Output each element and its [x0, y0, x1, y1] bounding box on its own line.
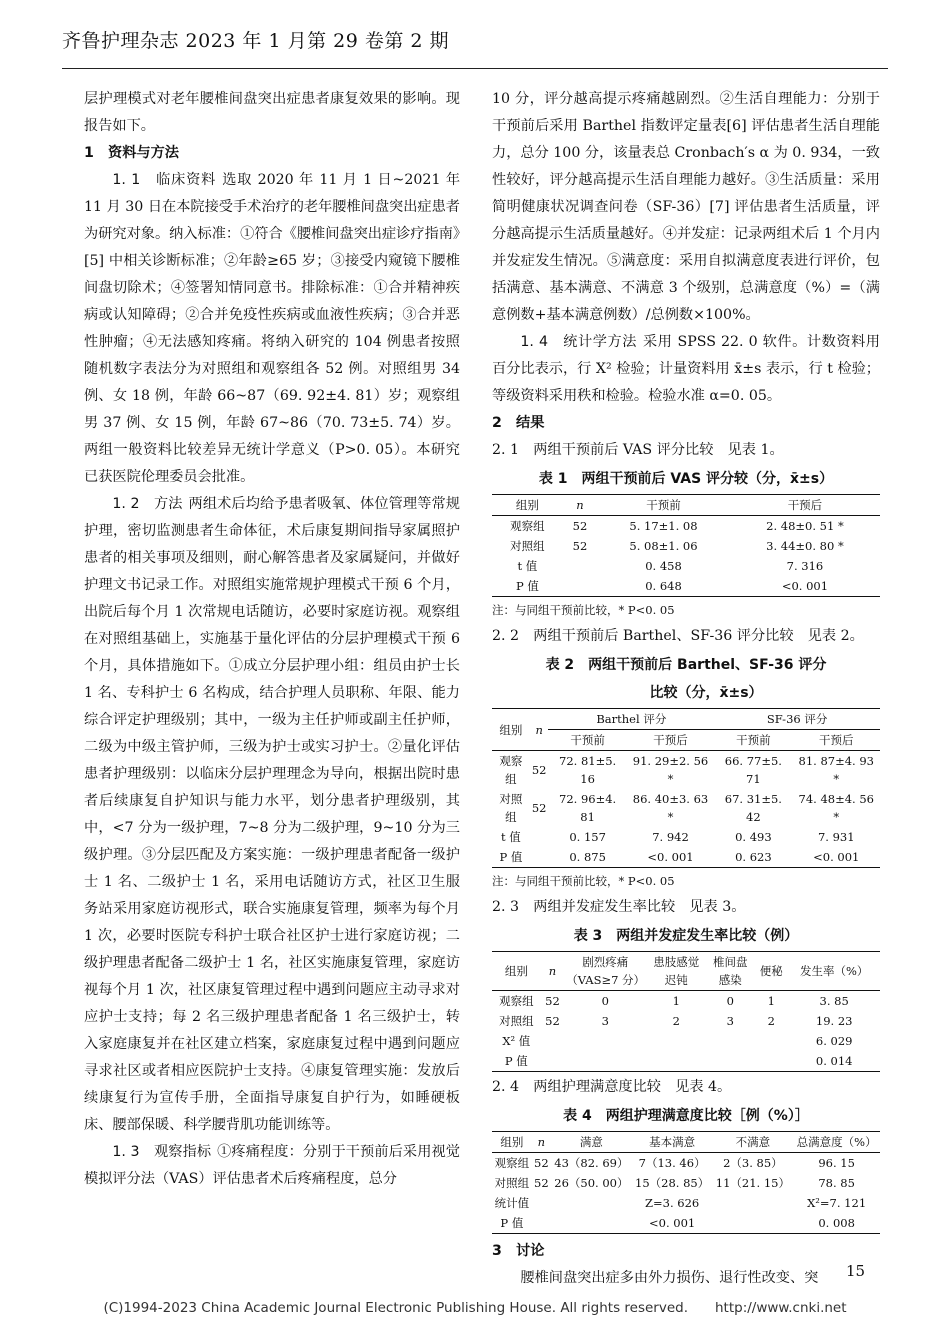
table-3-header: 便秘	[754, 952, 788, 991]
section-2-4: 2. 4 两组护理满意度比较 见表 4。	[492, 1079, 732, 1095]
discussion-paragraph: 腰椎间盘突出症多由外力损伤、退行性改变、突	[520, 1270, 819, 1286]
table-cell: 0. 458	[645, 559, 682, 573]
table-1-note: 注：与同组干预前比较，* P<0. 05	[492, 603, 675, 617]
table-cell: 3	[726, 1014, 734, 1028]
table-cell: 91. 29±2. 56 *	[632, 754, 709, 786]
table-2-subheader: 干预前	[714, 730, 792, 751]
table-row	[492, 847, 880, 868]
table-cell: 0. 875	[548, 847, 626, 868]
table-cell: 81. 87±4. 93 *	[798, 754, 874, 786]
table-4-header: 满意	[551, 1132, 632, 1153]
table-cell: 0. 014	[788, 1051, 880, 1072]
section-1-3-text: ①疼痛程度：分别于干预前后采用视觉模拟评分法（VAS）评估患者术后疼痛程度，总分	[84, 1144, 460, 1187]
table-4-title: 表 4 两组护理满意度比较［例（%）］	[563, 1108, 809, 1124]
section-1-1-text: 选取 2020 年 11 月 1 日~2021 年 11 月 30 日在本院接受手术治疗的老年腰椎间盘突出症患者为研究对象。纳入标准：①符合《腰椎间盘突出症诊疗指南》[5] 中相关诊断标准；②年龄≥65 岁；③接受内窥镜下腰椎间盘切除术；④签署知情同意书。排除标准：①合并精神疾病或认知障碍；②合并免疫性疾病或血液性疾病；③合并恶性肿瘤；④无法感知疼痛。将纳入研究的 104 例患者按照随机数字表法分为对照组和观察组各 52 例。对照组男 34 例、女 18 例，年龄 66~87（69. 92±4. 81）岁；观察组男 37 例、女 15 例，年龄 67~86（70. 73±5. 74）岁。两组一般资料比较差异无统计学意义（P>0. 05）。本研究已获医院伦理委员会批准。	[84, 172, 461, 485]
table-row	[492, 751, 880, 790]
table-row	[492, 1213, 880, 1234]
header-rule	[62, 68, 888, 69]
table-1-header: 组别	[492, 495, 563, 516]
section-2-heading: 2 结果	[492, 415, 545, 431]
table-cell: 3. 44±0. 80 *	[766, 539, 844, 553]
table-cell: 0	[601, 994, 609, 1008]
table-cell	[754, 1051, 788, 1072]
table-row	[492, 536, 880, 556]
section-2-2: 2. 2 两组干预前后 Barthel、SF-36 评分比较 见表 2。	[492, 628, 864, 644]
table-row	[492, 1173, 880, 1193]
table-3-header: n	[541, 952, 565, 991]
table-cell: 对照组	[494, 1176, 530, 1190]
table-cell: 0	[726, 994, 734, 1008]
table-row	[492, 1051, 880, 1072]
table-cell: 0. 648	[597, 576, 730, 597]
table-cell: <0. 001	[793, 847, 880, 868]
section-1-3	[84, 1139, 460, 1193]
table-cell: 0. 008	[793, 1213, 880, 1234]
table-cell: 52	[531, 763, 547, 777]
right-column	[492, 86, 880, 1292]
copyright-footer: (C)1994-2023 China Academic Journal Electronic Publishing House. All rights reserved. http://www.cnki.net	[103, 1300, 847, 1316]
table-cell: 5. 08±1. 06	[629, 539, 698, 553]
table-cell: 15（28. 85）	[635, 1176, 710, 1190]
table-cell: <0. 001	[730, 576, 880, 597]
table-cell: 观察组	[499, 994, 534, 1008]
table-cell: 2. 48±0. 51 *	[766, 519, 844, 533]
section-1-1-label: 1. 1 临床资料	[112, 172, 217, 188]
section-1-3-label: 1. 3 观察指标	[112, 1144, 212, 1160]
table-row	[492, 516, 880, 537]
table-cell: P 值	[492, 847, 530, 868]
table-cell: 7. 316	[786, 559, 824, 573]
table-cell: 52	[531, 801, 547, 815]
table-cell: 6. 029	[815, 1034, 853, 1048]
table-3-header: 发生率（%）	[788, 952, 880, 991]
table-2-span-header: Barthel 评分	[548, 709, 714, 730]
table-cell	[646, 1051, 706, 1072]
section-1-2-label: 1. 2 方法	[112, 496, 183, 512]
table-cell	[564, 1051, 646, 1072]
table-3	[492, 951, 880, 1072]
table-2-header: n	[530, 709, 549, 751]
table-2-title-line-2: 比较（分，x̄±s）	[649, 685, 763, 701]
table-1	[492, 494, 880, 597]
table-1-header: 干预前	[597, 495, 730, 516]
table-cell: t 值	[517, 559, 538, 573]
table-1-title: 表 1 两组干预前后 VAS 评分较（分，x̄±s）	[538, 471, 834, 487]
table-cell: 72. 96±4. 81	[559, 792, 617, 824]
table-cell	[563, 576, 597, 597]
table-row	[492, 1193, 880, 1213]
section-1-4-label: 1. 4 统计学方法	[520, 334, 637, 350]
table-cell: 52	[572, 539, 588, 553]
table-row	[492, 1153, 880, 1174]
table-cell	[532, 1193, 551, 1213]
table-cell	[754, 1031, 788, 1051]
table-cell: 52	[534, 1156, 549, 1170]
table-cell: 78. 85	[818, 1176, 855, 1190]
table-cell: 观察组	[499, 754, 523, 786]
table-2-subheader: 干预后	[793, 730, 880, 751]
table-cell: 7（13. 46）	[638, 1156, 706, 1170]
table-2-header: 组别	[492, 709, 530, 751]
table-cell: <0. 001	[627, 847, 714, 868]
table-cell: 5. 17±1. 08	[629, 519, 698, 533]
table-cell: 43（82. 69）	[554, 1156, 629, 1170]
table-4	[492, 1131, 880, 1234]
table-cell: 1	[672, 994, 680, 1008]
table-cell: 7. 942	[652, 830, 689, 844]
table-cell: 66. 77±5. 71	[724, 754, 782, 786]
table-1-header: n	[563, 495, 597, 516]
table-3-header: 组别	[492, 952, 541, 991]
table-2-span-header: SF-36 评分	[714, 709, 880, 730]
table-4-header: 总满意度（%）	[793, 1132, 880, 1153]
table-1-header: 干预后	[730, 495, 880, 516]
table-cell: 对照组	[499, 792, 523, 824]
table-cell: 7. 931	[817, 830, 855, 844]
table-cell: 52	[545, 994, 560, 1008]
section-3-heading: 3 讨论	[492, 1243, 545, 1259]
table-row	[492, 827, 880, 847]
table-3-header: 剧烈疼痛（VAS≥7 分）	[564, 952, 646, 991]
table-cell	[646, 1031, 706, 1051]
table-row	[492, 789, 880, 827]
table-2	[492, 708, 880, 868]
table-cell: P 值	[492, 1213, 532, 1234]
table-cell: Z=3. 626	[645, 1196, 700, 1210]
table-cell: 观察组	[510, 519, 545, 533]
table-cell	[706, 1031, 754, 1051]
table-row	[492, 1031, 880, 1051]
table-cell: 96. 15	[818, 1156, 855, 1170]
section-1-4	[492, 329, 880, 410]
section-1-2-text: 两组术后均给予患者吸氧、体位管理等常规护理，密切监测患者生命体征，术后康复期间指导家属照护患者的相关事项及细则，耐心解答患者及家属疑问，并做好护理文书记录工作。对照组实施常规护理模式干预 6 个月，出院后每个月 1 次常规电话随访，必要时家庭访视。观察组在对照组基础上，实施基于量化评估的分层护理模式干预 6 个月，具体措施如下。①成立分层护理小组：组员由护士长 1 名、专科护士 6 名构成，结合护理人员职称、年限、能力综合评定护理级别；其中，一级为主任护师或副主任护师，二级为中级主管护师，三级为护士或实习护士。②量化评估患者护理级别：以临床分层护理理念为导向，根据出院时患者后续康复自护知识与能力水平，划分患者护理级别，其中，<7 分为一级护理，7~8 分为二级护理，9~10 分为三级护理。③分层匹配及方案实施：一级护理患者配备一级护士 1 名、二级护士 1 名，采用电话随访方式，社区卫生服务站采用家庭访视形式，联合实施康复管理，频率为每个月 1 次，必要时医院专科护士联合社区护士进行家庭访视；二级护理患者配备二级护士 1 名，社区实施康复管理，家庭访视每个月 1 次，社区康复管理过程中遇到问题应主动寻求对应护士支持；每 2 名三级护理患者配备 1 名三级护士，转入家庭康复并在社区建立档案，家庭康复过程中遇到问题应寻求社区或者相应医院护士支持。④康复管理实施：发放后续康复行为宣传手册，全面指导康复自护行为，如睡硬板床、腰部保暖、科学腰背肌功能训练等。	[84, 496, 460, 1133]
table-cell: P 值	[492, 576, 563, 597]
table-cell: 52	[534, 1176, 549, 1190]
table-row	[492, 1011, 880, 1031]
table-cell	[532, 1213, 551, 1234]
section-2-3: 2. 3 两组并发症发生率比较 见表 3。	[492, 899, 746, 915]
table-2-subheader: 干预后	[627, 730, 714, 751]
table-cell	[564, 1031, 646, 1051]
table-cell	[530, 827, 549, 847]
table-cell: 26（50. 00）	[554, 1176, 629, 1190]
table-row	[492, 576, 880, 597]
table-cell: 观察组	[494, 1156, 530, 1170]
table-cell: 52	[572, 519, 588, 533]
table-cell: P 值	[492, 1051, 541, 1072]
table-cell: 19. 23	[815, 1014, 853, 1028]
table-cell: 2	[672, 1014, 680, 1028]
table-cell: t 值	[501, 830, 521, 844]
section-1-heading: 1 资料与方法	[84, 145, 179, 161]
table-4-header: 不满意	[713, 1132, 794, 1153]
table-4-header: 组别	[492, 1132, 532, 1153]
table-row	[492, 556, 880, 576]
table-cell: 对照组	[499, 1014, 534, 1028]
table-cell	[563, 556, 597, 576]
table-cell: 0. 157	[569, 830, 606, 844]
table-cell	[541, 1031, 565, 1051]
table-cell: 0. 493	[735, 830, 772, 844]
table-cell: 72. 81±5. 16	[559, 754, 617, 786]
left-column	[84, 86, 460, 1193]
table-cell: 1	[767, 994, 775, 1008]
table-cell: 74. 48±4. 56 *	[798, 792, 874, 824]
table-cell: X² 值	[502, 1034, 531, 1048]
table-cell: 3	[601, 1014, 609, 1028]
table-cell	[541, 1051, 565, 1072]
table-3-header: 患肢感觉迟钝	[646, 952, 706, 991]
table-cell	[530, 847, 549, 868]
table-cell: 2（3. 85）	[723, 1156, 783, 1170]
table-cell: 52	[545, 1014, 560, 1028]
table-cell: 67. 31±5. 42	[724, 792, 782, 824]
table-2-title-line-1: 表 2 两组干预前后 Barthel、SF-36 评分	[545, 657, 827, 673]
table-4-header: n	[532, 1132, 551, 1153]
table-cell: 3. 85	[819, 994, 849, 1008]
table-cell: <0. 001	[551, 1213, 793, 1234]
section-2-1: 2. 1 两组干预前后 VAS 评分比较 见表 1。	[492, 442, 784, 458]
table-cell: X²=7. 121	[807, 1196, 867, 1210]
table-4-header: 基本满意	[632, 1132, 713, 1153]
table-cell: 统计值	[494, 1196, 530, 1210]
page-number: 15	[846, 1262, 866, 1280]
table-2-note: 注：与同组干预前比较，* P<0. 05	[492, 874, 675, 888]
table-2-subheader: 干预前	[548, 730, 626, 751]
table-3-header: 椎间盘感染	[706, 952, 754, 991]
table-cell: 11（21. 15）	[715, 1176, 790, 1190]
table-cell: 0. 623	[714, 847, 792, 868]
journal-header: 齐鲁护理杂志 2023 年 1 月第 29 卷第 2 期	[62, 30, 450, 52]
table-cell: 对照组	[510, 539, 545, 553]
table-cell	[706, 1051, 754, 1072]
table-row	[492, 991, 880, 1012]
intro-paragraph: 层护理模式对老年腰椎间盘突出症患者康复效果的影响。现报告如下。	[84, 91, 460, 134]
section-1-4-text: 采用 SPSS 22. 0 软件。计数资料用百分比表示，行 X² 检验；计量资料用 x̄±s 表示，行 t 检验；等级资料采用秩和检验。检验水准 α=0. 05。	[492, 334, 880, 404]
section-1-2	[84, 491, 460, 1139]
table-cell: 86. 40±3. 63 *	[632, 792, 709, 824]
table-3-title: 表 3 两组并发症发生率比较（例）	[573, 928, 799, 944]
section-1-1	[84, 167, 460, 491]
section-1-3-continued: 10 分，评分越高提示疼痛越剧烈。②生活自理能力：分别于干预前后采用 Barthel 指数评定量表[6] 评估患者生活自理能力，总分 100 分，该量表总 Cronbach′s α 为 0. 934，一致性较好，评分越高提示生活自理能力越好。③生活质量：采用简明健康状况调查问卷（SF-36）[7] 评估患者生活质量，评分越高提示生活质量越好。④并发症：记录两组术后 1 个月内并发症发生情况。⑤满意度：采用自拟满意度表进行评价，包括满意、基本满意、不满意 3 个级别，总满意度（%）=（满意例数+基本满意例数）/总例数×100%。	[492, 91, 880, 323]
table-cell: 2	[767, 1014, 775, 1028]
